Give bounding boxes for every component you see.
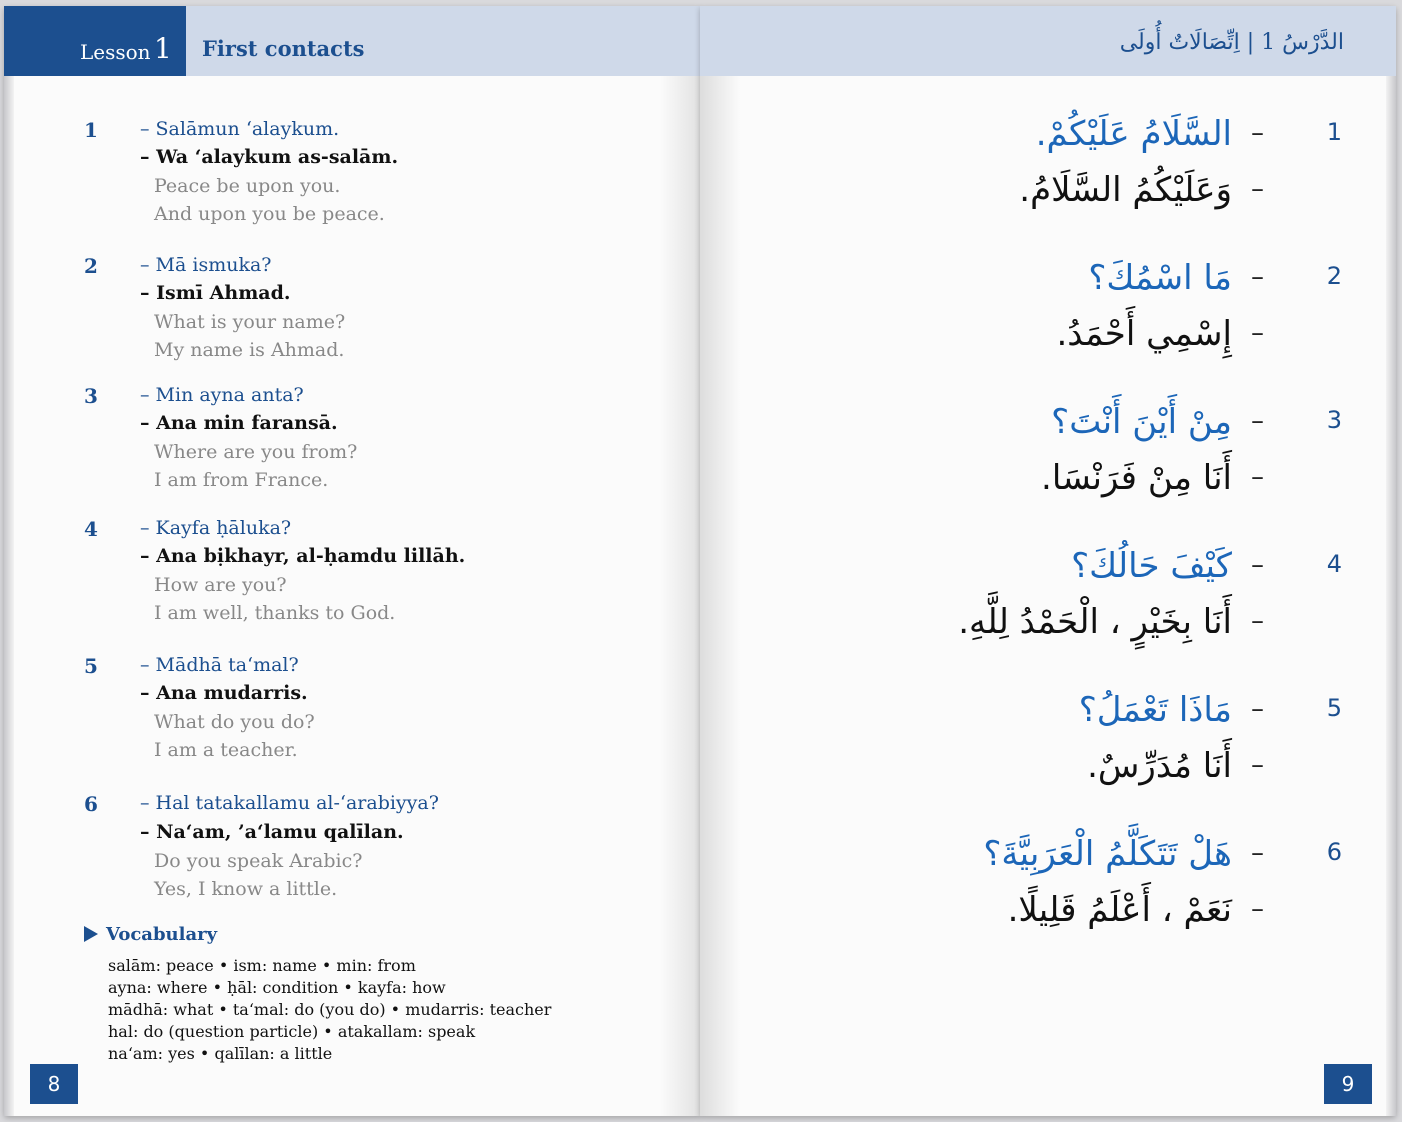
translation-line: Do you speak Arabic? (154, 850, 363, 872)
vocabulary-line: mādhā: what • ta‘mal: do (you do) • mudarris: teacher (108, 1000, 552, 1019)
dialogue-dash: – (1251, 750, 1264, 780)
left-page (4, 6, 700, 1116)
vocabulary-title: Vocabulary (106, 924, 218, 945)
arabic-question: السَّلَامُ عَلَيْكُمْ. (1035, 114, 1232, 154)
dialogue-dash: – (1251, 894, 1264, 924)
dialogue-dash: – (1251, 118, 1264, 148)
dialogue-dash: – (1251, 550, 1264, 580)
dialogue-question: – Hal tatakallamu al-‘arabiyya? (140, 792, 439, 814)
dialogue-answer: – Ana bịkhayr, al-ḥamdu lillāh. (140, 545, 466, 567)
dialogue-number: 6 (1326, 838, 1342, 866)
dialogue-question: – Mā ismuka? (140, 254, 272, 276)
translation-line: How are you? (154, 574, 287, 596)
vocabulary-box (84, 924, 644, 1063)
dialogue-dash: – (1251, 694, 1264, 724)
dialogue-number: 5 (1326, 694, 1342, 722)
arabic-answer: إِسْمِي أَحْمَدُ. (1056, 314, 1232, 354)
dialogue-number: 4 (84, 517, 98, 541)
vocabulary-line: na‘am: yes • qalīlan: a little (108, 1044, 333, 1063)
translation-line: I am from France. (154, 469, 329, 491)
right-page (700, 6, 1396, 1116)
translation-line: I am well, thanks to God. (154, 602, 396, 624)
dialogue-dash: – (1251, 406, 1264, 436)
dialogue-dash: – (1251, 262, 1264, 292)
page-edge (4, 6, 14, 1116)
page-number-right: 9 (1324, 1064, 1372, 1104)
arabic-answer: أَنَا مِنْ فَرَنْسَا. (1041, 458, 1232, 498)
lesson-word: Lesson (80, 40, 151, 64)
gutter-shadow (660, 6, 700, 1116)
right-header (700, 6, 1396, 76)
dialogue-number: 1 (1326, 118, 1342, 146)
page-number-left: 8 (30, 1064, 78, 1104)
translation-line: Peace be upon you. (154, 175, 341, 197)
arabic-answer: نَعَمْ ، أَعْلَمُ قَلِيلًا. (1007, 890, 1232, 930)
play-arrow-icon (84, 926, 98, 942)
arabic-question: مِنْ أَيْنَ أَنْتَ؟ (1051, 402, 1232, 442)
dialogue-answer: – Ismī Ahmad. (140, 282, 291, 304)
arabic-question: مَا اسْمُكَ؟ (1088, 258, 1232, 298)
page-edge (1386, 6, 1396, 1116)
dialogue-question: – Kayfa ḥāluka? (140, 517, 292, 539)
translation-line: My name is Ahmad. (154, 339, 345, 361)
dialogue-number: 2 (84, 254, 98, 278)
dialogue-number: 4 (1326, 550, 1342, 578)
dialogue-number: 6 (84, 792, 98, 816)
dialogue-dash: – (1251, 606, 1264, 636)
translation-line: Yes, I know a little. (154, 878, 338, 900)
dialogue-question: – Salāmun ‘alaykum. (140, 118, 340, 140)
dialogue-number: 1 (84, 118, 98, 142)
lesson-title: First contacts (202, 36, 365, 61)
dialogue-dash: – (1251, 462, 1264, 492)
dialogue-number: 3 (1326, 406, 1342, 434)
dialogue-number: 2 (1326, 262, 1342, 290)
translation-line: What do you do? (154, 711, 315, 733)
dialogue-answer: – Na‘am, ’a‘lamu qalīlan. (140, 821, 404, 843)
vocabulary-heading (84, 924, 644, 945)
vocabulary-line: salām: peace • ism: name • min: from (108, 956, 416, 975)
dialogue-number: 5 (84, 654, 98, 678)
dialogue-dash: – (1251, 838, 1264, 868)
dialogue-question: – Min ayna anta? (140, 384, 304, 406)
gutter-shadow (700, 6, 740, 1116)
dialogue-answer: – Ana min faransā. (140, 412, 338, 434)
dialogue-dash: – (1251, 174, 1264, 204)
translation-line: And upon you be peace. (154, 203, 385, 225)
dialogue-answer: – Wa ‘alaykum as-salām. (140, 146, 399, 168)
lesson-box (4, 6, 186, 76)
arabic-answer: أَنَا بِخَيْرٍ ، الْحَمْدُ لِلَّهِ. (958, 602, 1232, 642)
translation-line: Where are you from? (154, 441, 358, 463)
dialogue-number: 3 (84, 384, 98, 408)
arabic-lesson-title: الدَّرْسُ 1 | اِتِّصَالَاتٌ أُولَى (1119, 30, 1344, 55)
arabic-answer: أَنَا مُدَرِّسٌ. (1087, 746, 1232, 786)
arabic-question: مَاذَا تَعْمَلُ؟ (1078, 690, 1232, 730)
arabic-question: كَيْفَ حَالُكَ؟ (1071, 546, 1232, 586)
dialogue-answer: – Ana mudarris. (140, 682, 308, 704)
arabic-answer: وَعَلَيْكُمُ السَّلَامُ. (1019, 170, 1232, 210)
dialogue-dash: – (1251, 318, 1264, 348)
arabic-question: هَلْ تَتَكَلَّمُ الْعَرَبِيَّةَ؟ (983, 834, 1232, 874)
left-header (4, 6, 700, 76)
dialogue-question: – Mādhā ta‘mal? (140, 654, 299, 676)
vocabulary-line: ayna: where • ḥāl: condition • kayfa: how (108, 978, 446, 997)
translation-line: What is your name? (154, 311, 346, 333)
lesson-number: 1 (154, 32, 172, 65)
translation-line: I am a teacher. (154, 739, 298, 761)
vocabulary-line: hal: do (question particle) • atakallam: speak (108, 1022, 476, 1041)
